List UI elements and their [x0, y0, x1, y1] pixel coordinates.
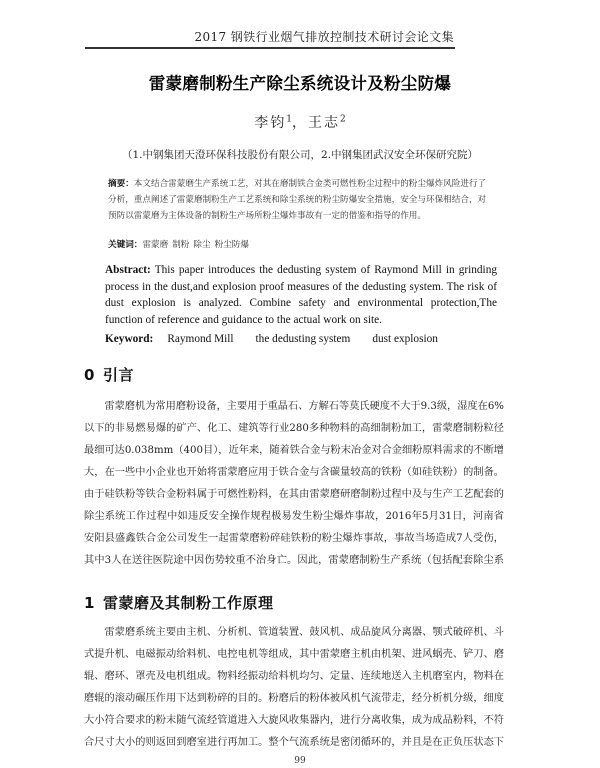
chinese-abstract-label: 摘要： [108, 179, 134, 189]
author-name: 王志 [308, 115, 340, 131]
paper-title: 雷蒙磨制粉生产除尘系统设计及粉尘防爆 [148, 74, 452, 93]
introduction-paragraph: 雷蒙磨机为常用磨粉设备，主要用于重晶石、方解石等莫氏硬度不大于9.3级，湿度在6%以下的非易燃易爆的矿产、化工、建筑等行业280多种物料的高细制粉加工，雷蒙磨制粉粒径最细可达0.038mm（400目），近年来，随着铁合金与粉末冶金对合金细粉原料需求的不断增大，在一些中小企业也开始将雷蒙磨应用于铁合金与含碳量较高的铁粉（如硅铁粉）的制备。由于硅铁粉等铁合金粉料属于可燃性粉料，在其由雷蒙磨研磨制粉过程中及与生产工艺配套的除尘系统工作过程中如违反安全操作规程极易发生粉尘爆炸事故，2016年5月31日，河南省安阳县盛鑫铁合金公司发生一起雷蒙磨粉碎硅铁粉的粉尘爆炸事故，事故当场造成7人受伤，其中3人在送往医院途中因伤势较重不治身亡。因此，雷蒙磨制粉生产系统（包括配套除尘系 [84, 401, 504, 566]
english-abstract [105, 262, 497, 328]
keyword: Raymond Mill [167, 333, 234, 345]
section-number: 0 [84, 366, 95, 384]
keyword: dust explosion [372, 333, 438, 345]
author-affiliation-marker: 2 [340, 114, 346, 125]
keyword: 雷蒙磨 [142, 240, 169, 250]
principle-paragraph: 雷蒙磨系统主要由主机、分析机、管道装置、鼓风机、成品旋风分离器、颚式破碎机、斗式提升机、电磁振动给料机、电控电机等组成，其中雷蒙磨主机由机架、进风蜗壳、铲刀、磨辊、磨环、罩壳及电机组成。物料经振动给料机均匀、定量、连续地送入主机磨室内，物料在磨辊的滚动碾压作用下达到粉碎的目的。粉磨后的粉体被风机气流带走，经分析机分级，细度大小符合要求的粉末随气流经管道进入大旋风收集器内，进行分离收集，成为成品粉料，不符合尺寸大小的则返回到磨室进行再加工。整个气流系统是密闭循环的，并且是在正负压状态下 [84, 627, 504, 748]
keyword: 除尘 [193, 240, 211, 250]
english-abstract-text: This paper introduces the dedusting system of Raymond Mill in grinding process in the dust,and explosion proof measures of the dedusting system. The risk of dust explosion is analyzed. Combine safety and environmental protection,The function of reference and guidance to the actual work on site. [105, 264, 497, 326]
english-keywords-label: Keyword: [105, 333, 154, 345]
keyword: 粉尘防爆 [214, 240, 249, 250]
chinese-abstract-text: 本文结合雷蒙磨生产系统工艺，对其在磨制铁合金类可燃性粉尘过程中的粉尘爆炸风险进行了分析，重点阐述了雷蒙磨制粉生产工艺系统和除尘系统的粉尘防爆安全措施，安全与环保相结合，对预防以雷蒙磨为主体设备的制粉生产场所粉尘爆炸事故有一定的借鉴和指导的作用。 [108, 179, 487, 221]
chinese-keywords-label: 关键词： [108, 240, 143, 250]
section-heading-principle [84, 594, 273, 612]
section-title: 雷蒙磨及其制粉工作原理 [102, 594, 274, 612]
section-heading-introduction [84, 366, 134, 384]
chinese-abstract [108, 176, 492, 224]
header-rule [85, 47, 455, 49]
author-name: 李钧 [254, 115, 287, 131]
page-number: 99 [294, 756, 306, 766]
author-separator: ， [292, 115, 308, 131]
keyword: the dedusting system [255, 333, 351, 345]
author-affiliation-marker: 1 [286, 114, 292, 125]
affiliations: （1.中钢集团天澄环保科技股份有限公司，2.中钢集团武汉安全环保研究院） [121, 149, 479, 161]
author-list [0, 114, 600, 132]
section-title: 引言 [102, 366, 134, 384]
chinese-keywords [108, 238, 492, 252]
running-header: 2017 钢铁行业烟气排放控制技术研讨会论文集 [194, 30, 454, 44]
english-keywords [105, 332, 525, 347]
english-abstract-label: Abstract: [105, 264, 151, 276]
section-number: 1 [84, 594, 95, 612]
keyword: 制粉 [172, 240, 190, 250]
